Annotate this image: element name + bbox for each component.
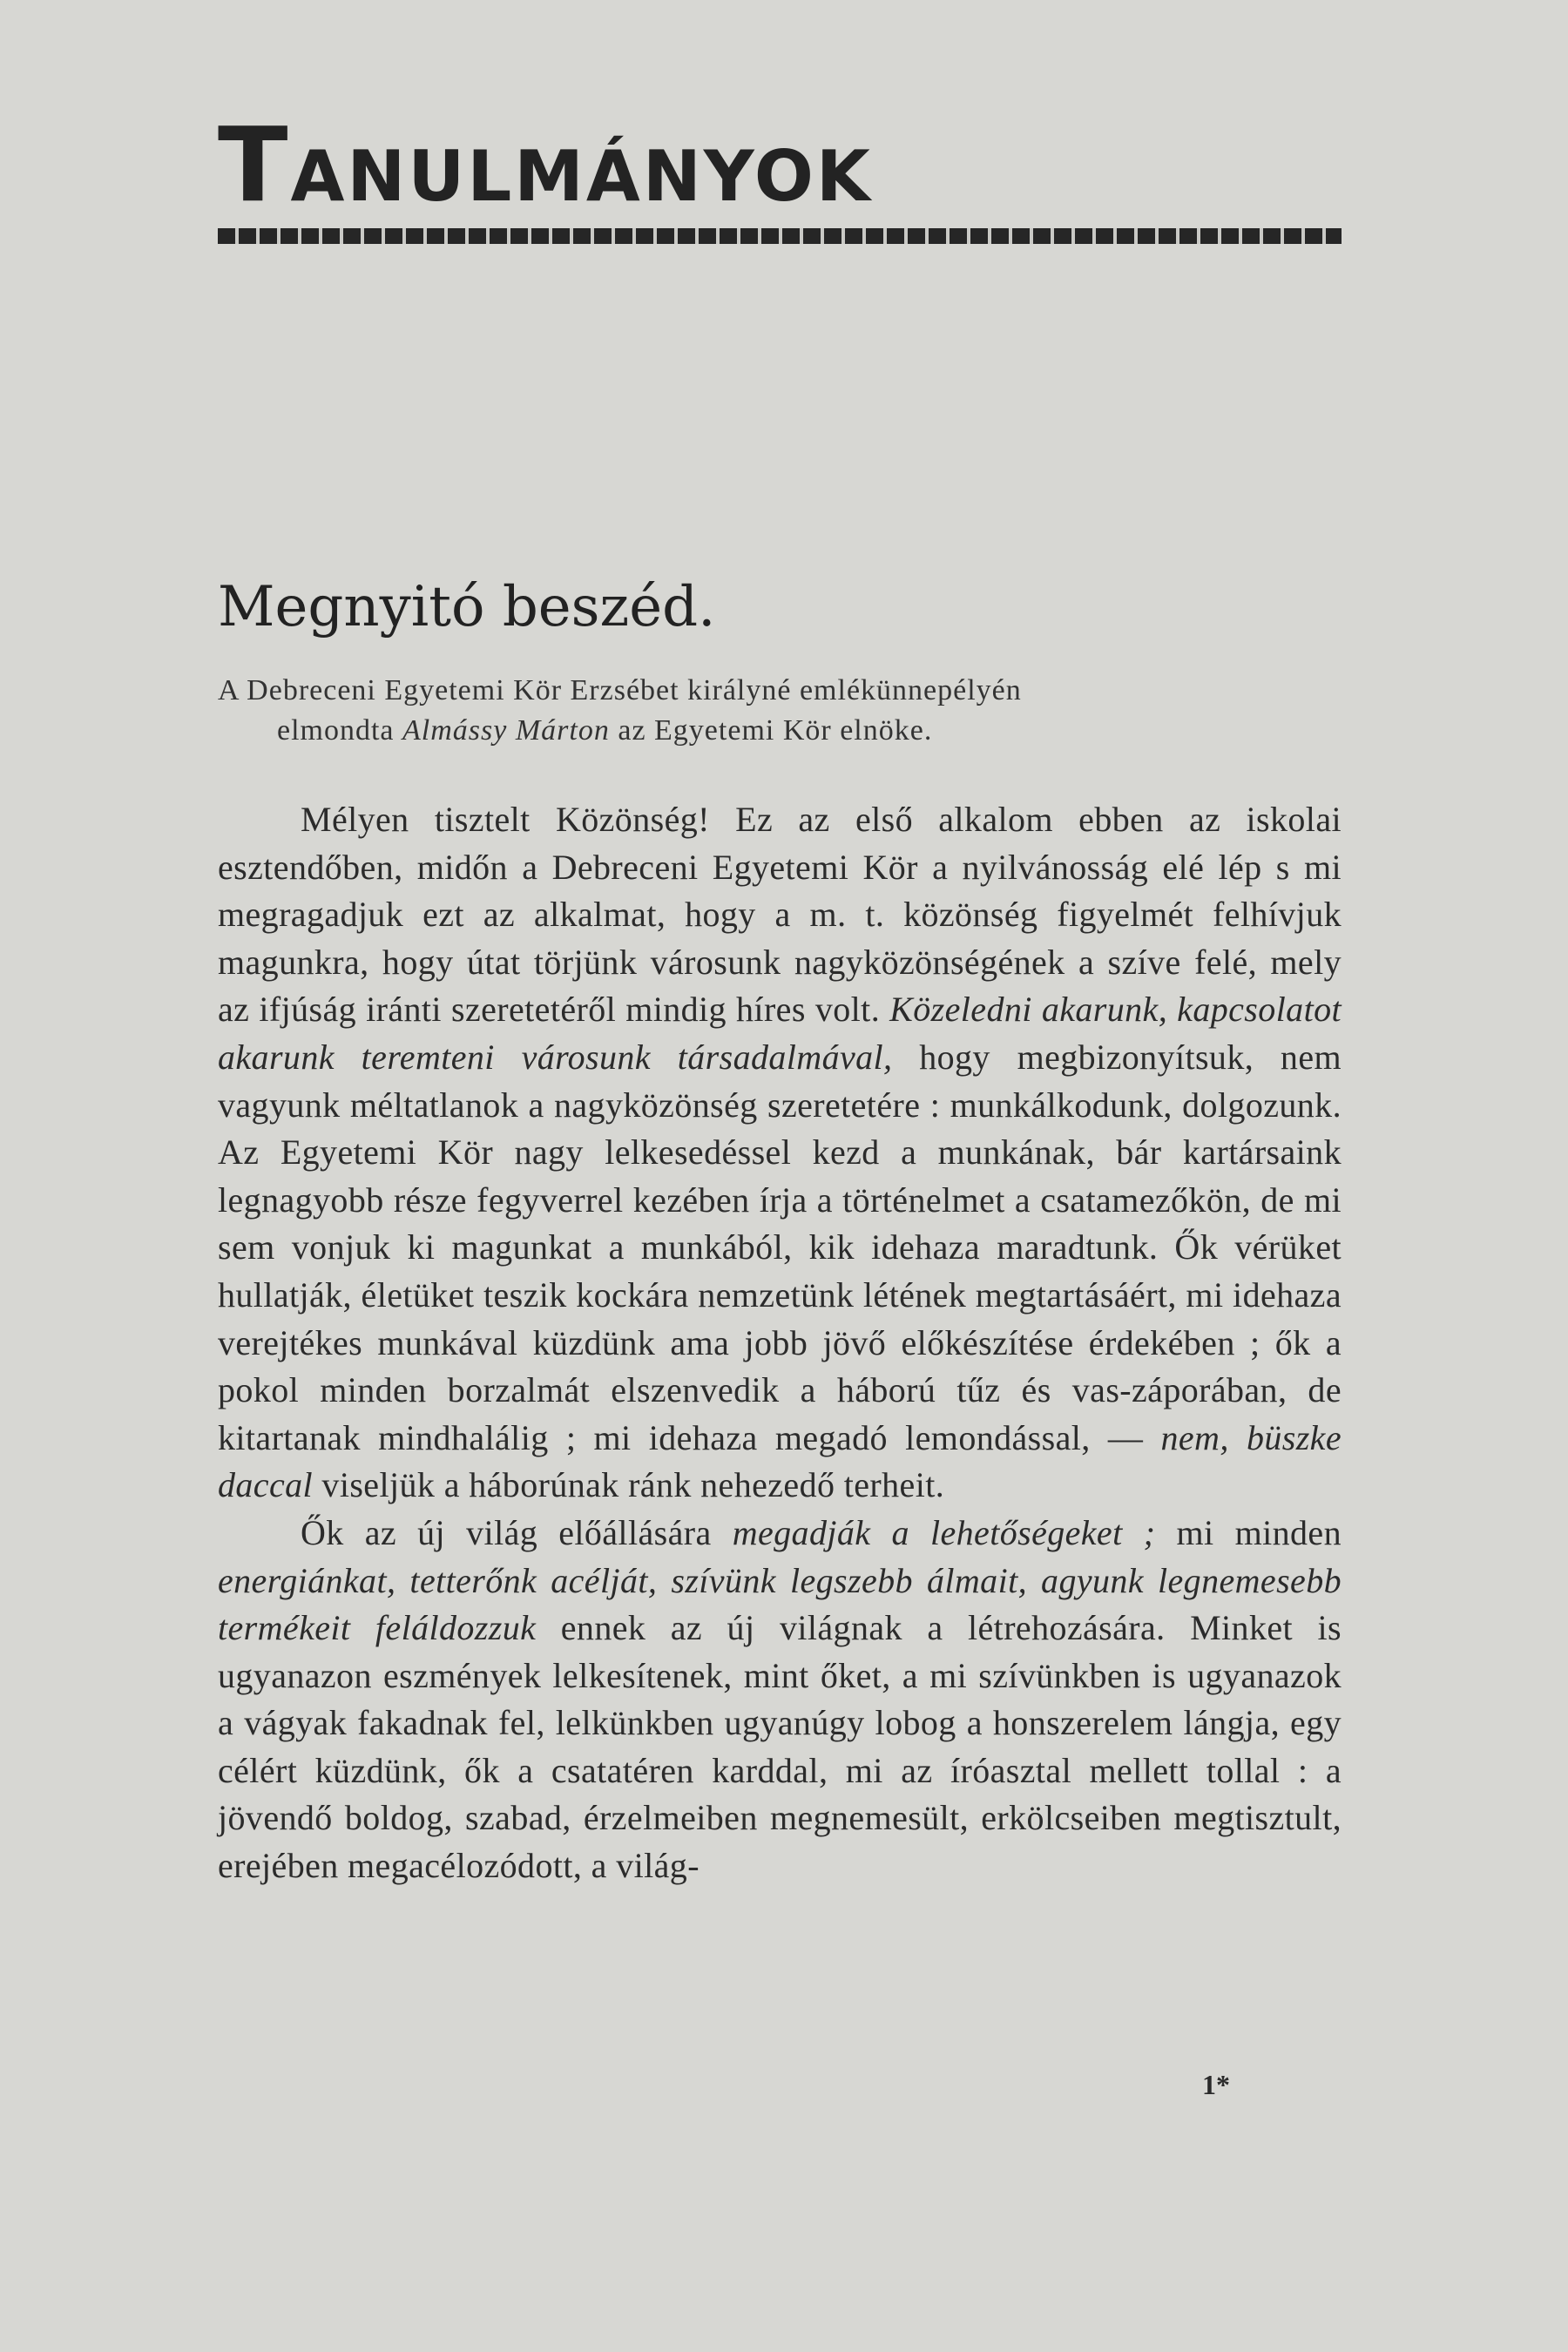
section-title bbox=[218, 105, 1342, 225]
subtitle-line-1: A Debreceni Egyetemi Kör Erzsébet királyné emlékünnepélyén bbox=[218, 674, 1022, 706]
article-body bbox=[218, 796, 1342, 1890]
paragraph-2-text-c: ennek az új világnak a létrehozására. Minket is ugyanazon eszmények lelkesítenek, mint őket, a mi szívünkben is ugyanazok a vágyak fakadnak fel, lelkünkben ugyanúgy lobog a honszerelem lángja, egy célért küzdünk, ők a csatatéren karddal, mi az íróasztal mellett tollal : a jövendő boldog, szabad, érzelmeiben megnemesült, erkölcseiben megtisztult, erejében megacélozódott, a világ- bbox=[218, 1608, 1342, 1886]
subtitle-prefix: elmondta bbox=[277, 714, 403, 747]
paragraph-1-text-b: hogy megbizonyítsuk, nem vagyunk méltatlanok a nagyközönség szeretetére : munkálkodunk, dolgozunk. Az Egyetemi Kör nagy lelkesedéssel kezd a munkának, bár kartársaink legnagyobb része fegyverrel kezében írja a történelmet a csatamezőkön, de mi sem vonjuk ki magunkat a munkából, kik idehaza maradtunk. Ők vérüket hullatják, életüket teszik kockára nemzetünk létének megtartásáért, mi idehaza verejtékes munkával küzdünk ama jobb jövő előkészítése érdekében ; ők a pokol minden borzalmát elszenvedik a háború tűz és vas-záporában, de kitartanak mindhalálig ; mi idehaza megadó lemondással, — bbox=[218, 1037, 1342, 1457]
header-rule bbox=[218, 228, 1342, 244]
subtitle-suffix: az Egyetemi Kör elnöke. bbox=[609, 714, 933, 747]
subtitle-line-2 bbox=[218, 711, 1342, 751]
paragraph-1-emphasis-2: nem, büszke daccal bbox=[218, 1417, 1342, 1505]
section-title-initial: T bbox=[218, 105, 291, 225]
section-header bbox=[218, 105, 1342, 244]
paragraph-1 bbox=[218, 796, 1342, 1510]
article-subtitle bbox=[218, 671, 1342, 751]
paragraph-2-emphasis-2: energiánkat, tetterőnk acélját, szívünk legszebb álmait, agyunk legnemesebb termékeit feláldozzuk bbox=[218, 1560, 1342, 1648]
paragraph-2-text-b: mi minden bbox=[1155, 1512, 1342, 1552]
paragraph-1-text-a: Mélyen tisztelt Közönség! Ez az első alkalom ebben az iskolai esztendőben, midőn a Debreceni Egyetemi Kör a nyilvánosság elé lép s mi megragadjuk ezt az alkalmat, hogy a m. t. közönség figyelmét felhívjuk magunkra, hogy útat törjünk városunk nagyközönségének a szíve felé, mely az ifjúság iránti szeretetéről mindig híres volt. bbox=[218, 800, 1342, 1030]
paragraph-2 bbox=[218, 1510, 1342, 1890]
author-name: Almássy Márton bbox=[402, 714, 610, 747]
paragraph-1-emphasis-1: Közeledni akarunk, kapcsolatot akarunk teremteni városunk társadalmával, bbox=[218, 990, 1342, 1077]
page-number: 1* bbox=[1202, 2069, 1230, 2100]
article-title: Megnyitó beszéd. bbox=[218, 575, 716, 639]
paragraph-1-text-c: viseljük a háborúnak ránk nehezedő terheit. bbox=[313, 1465, 945, 1505]
article bbox=[218, 575, 1342, 1890]
paragraph-2-emphasis-1: megadják a lehetőségeket ; bbox=[732, 1512, 1156, 1552]
paragraph-2-text-a: Ők az új világ előállására bbox=[301, 1512, 733, 1552]
section-title-rest: ANULMÁNYOK bbox=[290, 136, 873, 217]
